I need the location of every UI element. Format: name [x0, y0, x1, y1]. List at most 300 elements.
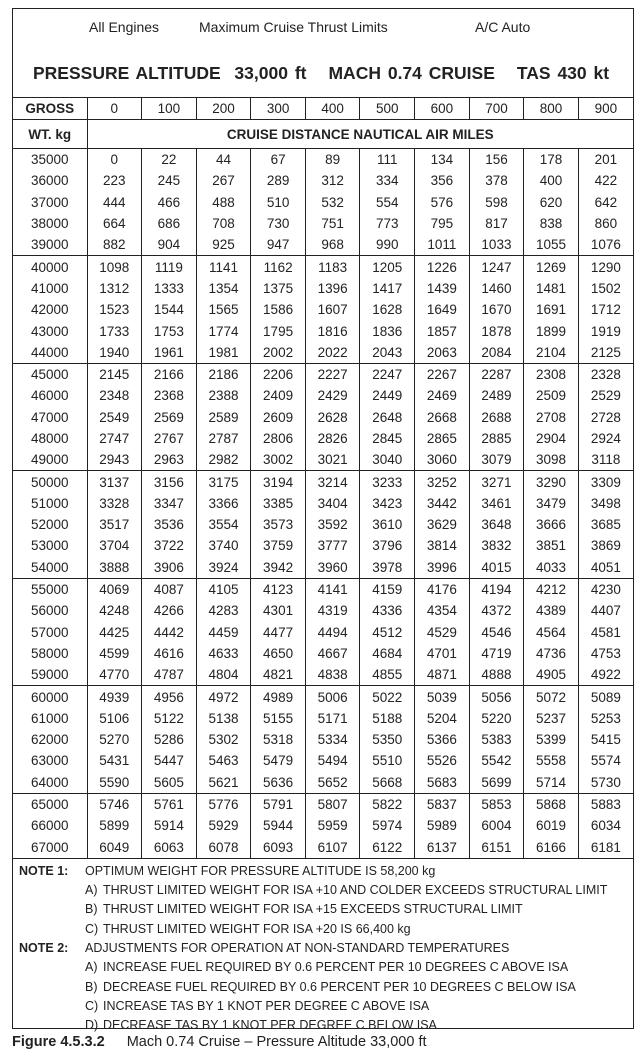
- distance-cell: 2787: [196, 428, 251, 449]
- mach: MACH 0.74 CRUISE: [328, 63, 495, 83]
- distance-cell: 4989: [251, 686, 306, 708]
- distance-cell: 4871: [415, 664, 470, 686]
- column-header: 400: [305, 98, 360, 120]
- distance-cell: 3271: [469, 471, 524, 493]
- distance-cell: 5039: [415, 686, 470, 708]
- distance-cell: 4176: [415, 578, 470, 600]
- gross-weight-cell: 36000: [30, 173, 69, 189]
- figure-number: Figure 4.5.3.2: [12, 1034, 105, 1050]
- distance-cell: 4922: [578, 664, 633, 686]
- distance-cell: 0: [87, 149, 142, 171]
- distance-cell: 1712: [578, 299, 633, 320]
- distance-cell: 6078: [196, 837, 251, 859]
- distance-cell: 2287: [469, 363, 524, 385]
- distance-cell: 5494: [305, 750, 360, 771]
- distance-cell: 4230: [578, 578, 633, 600]
- distance-cell: 5415: [578, 729, 633, 750]
- table-row: [13, 428, 633, 449]
- note-item-text: THRUST LIMITED WEIGHT FOR ISA +10 AND COLDER EXCEEDS STRUCTURAL LIMIT: [103, 883, 608, 898]
- distance-cell: 3328: [87, 493, 142, 514]
- distance-cell: 1816: [305, 320, 360, 341]
- distance-cell: 3685: [578, 514, 633, 535]
- note-item: [13, 978, 633, 997]
- distance-cell: 795: [415, 213, 470, 234]
- note-item-text: DECREASE FUEL REQUIRED BY 0.6 PERCENT PER 10 DEGREES C BELOW ISA: [103, 979, 576, 994]
- distance-cell: 4141: [305, 578, 360, 600]
- distance-cell: 1033: [469, 234, 524, 256]
- note-item-text: INCREASE TAS BY 1 KNOT PER DEGREE C ABOVE ISA: [103, 998, 430, 1013]
- distance-cell: 5171: [305, 708, 360, 729]
- distance-cell: 4266: [142, 600, 197, 621]
- note-2: [13, 939, 633, 958]
- distance-cell: 1141: [196, 256, 251, 278]
- distance-cell: 3040: [360, 449, 415, 471]
- distance-cell: 1076: [578, 234, 633, 256]
- distance-cell: 5138: [196, 708, 251, 729]
- distance-cell: 5944: [251, 815, 306, 836]
- distance-cell: 1162: [251, 256, 306, 278]
- table-row: [13, 622, 633, 643]
- gross-weight-cell: 62000: [30, 732, 69, 748]
- distance-cell: 1899: [524, 320, 579, 341]
- note-item-key: C): [85, 998, 99, 1013]
- distance-cell: 3290: [524, 471, 579, 493]
- table-row: [13, 686, 633, 708]
- table-row: [13, 385, 633, 406]
- distance-cell: 4736: [524, 643, 579, 664]
- distance-cell: 3978: [360, 557, 415, 579]
- distance-cell: 2022: [305, 342, 360, 364]
- distance-cell: 1183: [305, 256, 360, 278]
- distance-cell: 6034: [578, 815, 633, 836]
- distance-cell: 1396: [305, 278, 360, 299]
- distance-cell: 2267: [415, 363, 470, 385]
- cruise-distance-table: [13, 98, 633, 859]
- distance-cell: 817: [469, 213, 524, 234]
- distance-cell: 3194: [251, 471, 306, 493]
- distance-cell: 5929: [196, 815, 251, 836]
- distance-cell: 5699: [469, 772, 524, 794]
- distance-cell: 5106: [87, 708, 142, 729]
- note-item: [13, 920, 633, 939]
- distance-cell: 730: [251, 213, 306, 234]
- distance-cell: 3060: [415, 449, 470, 471]
- gross-weight-cell: 43000: [30, 323, 69, 339]
- distance-cell: 620: [524, 192, 579, 213]
- distance-cell: 3309: [578, 471, 633, 493]
- gross-label: GROSS: [13, 98, 87, 120]
- distance-cell: 6122: [360, 837, 415, 859]
- distance-cell: 3214: [305, 471, 360, 493]
- distance-cell: 4425: [87, 622, 142, 643]
- distance-cell: 3175: [196, 471, 251, 493]
- distance-cell: 289: [251, 170, 306, 191]
- distance-cell: 1940: [87, 342, 142, 364]
- distance-cell: 5056: [469, 686, 524, 708]
- distance-cell: 2145: [87, 363, 142, 385]
- distance-cell: 1119: [142, 256, 197, 278]
- distance-cell: 5479: [251, 750, 306, 771]
- note-item-text: DECREASE TAS BY 1 KNOT PER DEGREE C BELOW ISA: [103, 1018, 437, 1033]
- distance-cell: 67: [251, 149, 306, 171]
- distance-cell: 1523: [87, 299, 142, 320]
- column-header: 500: [360, 98, 415, 120]
- distance-cell: 2104: [524, 342, 579, 364]
- distance-cell: 378: [469, 170, 524, 191]
- table-row: [13, 514, 633, 535]
- distance-cell: 488: [196, 192, 251, 213]
- distance-cell: 4212: [524, 578, 579, 600]
- distance-cell: 3906: [142, 557, 197, 579]
- distance-cell: 3385: [251, 493, 306, 514]
- distance-cell: 4821: [251, 664, 306, 686]
- distance-cell: 2924: [578, 428, 633, 449]
- distance-cell: 5761: [142, 793, 197, 815]
- distance-cell: 4389: [524, 600, 579, 621]
- distance-cell: 5072: [524, 686, 579, 708]
- table-row: [13, 192, 633, 213]
- table-row: [13, 664, 633, 686]
- distance-cell: 1586: [251, 299, 306, 320]
- distance-cell: 5510: [360, 750, 415, 771]
- distance-cell: 838: [524, 213, 579, 234]
- distance-cell: 1691: [524, 299, 579, 320]
- distance-cell: 2845: [360, 428, 415, 449]
- distance-cell: 2247: [360, 363, 415, 385]
- table-row: [13, 708, 633, 729]
- note-item-key: B): [85, 979, 98, 994]
- table-row: [13, 837, 633, 859]
- distance-cell: 3517: [87, 514, 142, 535]
- distance-cell: 6049: [87, 837, 142, 859]
- gross-weight-cell: 40000: [30, 259, 69, 275]
- distance-cell: 3740: [196, 535, 251, 556]
- table-row: [13, 729, 633, 750]
- distance-cell: 1269: [524, 256, 579, 278]
- distance-cell: 1795: [251, 320, 306, 341]
- distance-cell: 968: [305, 234, 360, 256]
- distance-cell: 2648: [360, 407, 415, 428]
- gross-weight-cell: 46000: [30, 388, 69, 404]
- distance-cell: 4442: [142, 622, 197, 643]
- pressure-altitude: PRESSURE ALTITUDE 33,000 ft: [33, 63, 307, 83]
- distance-cell: 400: [524, 170, 579, 191]
- distance-cell: 5270: [87, 729, 142, 750]
- table-row: [13, 278, 633, 299]
- distance-cell: 3888: [87, 557, 142, 579]
- distance-cell: 6019: [524, 815, 579, 836]
- distance-cell: 2688: [469, 407, 524, 428]
- distance-cell: 111: [360, 149, 415, 171]
- note-item: [13, 958, 633, 977]
- distance-cell: 1011: [415, 234, 470, 256]
- gross-weight-cell: 57000: [30, 624, 69, 640]
- distance-cell: 1312: [87, 278, 142, 299]
- distance-cell: 1649: [415, 299, 470, 320]
- note-1-text: OPTIMUM WEIGHT FOR PRESSURE ALTITUDE IS 58,200 kg: [85, 863, 436, 878]
- distance-cell: 1628: [360, 299, 415, 320]
- distance-cell: 4319: [305, 600, 360, 621]
- gross-weight-cell: 67000: [13, 837, 87, 859]
- table-row: [13, 320, 633, 341]
- distance-cell: 3098: [524, 449, 579, 471]
- distance-cell: 664: [87, 213, 142, 234]
- distance-cell: 3832: [469, 535, 524, 556]
- distance-cell: 5089: [578, 686, 633, 708]
- distance-cell: 3423: [360, 493, 415, 514]
- distance-cell: 5974: [360, 815, 415, 836]
- distance-cell: 6151: [469, 837, 524, 859]
- distance-cell: 3996: [415, 557, 470, 579]
- distance-cell: 2063: [415, 342, 470, 364]
- distance-cell: 1981: [196, 342, 251, 364]
- distance-cell: 3461: [469, 493, 524, 514]
- gross-weight-cell: 45000: [30, 367, 69, 383]
- table-row: [13, 342, 633, 364]
- distance-cell: 466: [142, 192, 197, 213]
- distance-cell: 3704: [87, 535, 142, 556]
- table-row: [13, 557, 633, 579]
- column-header: 200: [196, 98, 251, 120]
- table-row: [13, 234, 633, 256]
- distance-cell: 5383: [469, 729, 524, 750]
- distance-cell: 1417: [360, 278, 415, 299]
- distance-cell: 5636: [251, 772, 306, 794]
- distance-cell: 3869: [578, 535, 633, 556]
- distance-cell: 5621: [196, 772, 251, 794]
- distance-cell: 3592: [305, 514, 360, 535]
- distance-cell: 4407: [578, 600, 633, 621]
- distance-cell: 2469: [415, 385, 470, 406]
- distance-cell: 3960: [305, 557, 360, 579]
- distance-cell: 5006: [305, 686, 360, 708]
- gross-weight-cell: 48000: [30, 431, 69, 446]
- distance-cell: 554: [360, 192, 415, 213]
- distance-cell: 5652: [305, 772, 360, 794]
- gross-weight-cell: 50000: [30, 474, 69, 490]
- distance-cell: 4512: [360, 622, 415, 643]
- distance-cell: 904: [142, 234, 197, 256]
- distance-cell: 5746: [87, 793, 142, 815]
- distance-cell: 4564: [524, 622, 579, 643]
- distance-cell: 4336: [360, 600, 415, 621]
- note-item: [13, 997, 633, 1016]
- table-row: [13, 793, 633, 815]
- distance-cell: 3666: [524, 514, 579, 535]
- distance-cell: 444: [87, 192, 142, 213]
- note-item: [13, 1016, 633, 1035]
- distance-cell: 2708: [524, 407, 579, 428]
- distance-cell: 1878: [469, 320, 524, 341]
- distance-cell: 4939: [87, 686, 142, 708]
- table-row: [13, 643, 633, 664]
- distance-cell: 5318: [251, 729, 306, 750]
- gross-weight-cell: 49000: [13, 449, 87, 471]
- distance-cell: 5526: [415, 750, 470, 771]
- distance-cell: 773: [360, 213, 415, 234]
- distance-cell: 1226: [415, 256, 470, 278]
- distance-cell: 3648: [469, 514, 524, 535]
- distance-cell: 5714: [524, 772, 579, 794]
- distance-cell: 5683: [415, 772, 470, 794]
- distance-cell: 4753: [578, 643, 633, 664]
- distance-cell: 2308: [524, 363, 579, 385]
- distance-cell: 5590: [87, 772, 142, 794]
- table-row: [13, 213, 633, 234]
- distance-cell: 6004: [469, 815, 524, 836]
- gross-weight-cell: 65000: [30, 797, 69, 813]
- table-row: [13, 535, 633, 556]
- gross-weight-cell: 44000: [13, 342, 87, 364]
- table-row: [13, 493, 633, 514]
- distance-cell: 882: [87, 234, 142, 256]
- distance-cell: 1753: [142, 320, 197, 341]
- note-item-key: A): [85, 883, 98, 898]
- distance-cell: 5989: [415, 815, 470, 836]
- distance-cell: 947: [251, 234, 306, 256]
- distance-cell: 1460: [469, 278, 524, 299]
- distance-cell: 751: [305, 213, 360, 234]
- distance-cell: 2529: [578, 385, 633, 406]
- distance-cell: 4770: [87, 664, 142, 686]
- distance-cell: 5334: [305, 729, 360, 750]
- distance-cell: 3366: [196, 493, 251, 514]
- distance-cell: 2806: [251, 428, 306, 449]
- cruise-table-frame: [12, 8, 634, 1033]
- subheader-row: [13, 120, 633, 149]
- distance-cell: 5605: [142, 772, 197, 794]
- distance-cell: 4248: [87, 600, 142, 621]
- distance-cell: 89: [305, 149, 360, 171]
- distance-cell: 2368: [142, 385, 197, 406]
- tas: TAS 430 kt: [516, 63, 610, 83]
- distance-cell: 3347: [142, 493, 197, 514]
- distance-cell: 598: [469, 192, 524, 213]
- gross-weight-cell: 39000: [13, 234, 87, 256]
- distance-cell: 1502: [578, 278, 633, 299]
- distance-cell: 3851: [524, 535, 579, 556]
- note-2-text: ADJUSTMENTS FOR OPERATION AT NON-STANDARD TEMPERATURES: [85, 940, 510, 955]
- distance-cell: 4194: [469, 578, 524, 600]
- distance-cell: 3629: [415, 514, 470, 535]
- distance-cell: 4838: [305, 664, 360, 686]
- distance-cell: 4477: [251, 622, 306, 643]
- note-1-label: NOTE 1:: [19, 863, 69, 878]
- gross-weight-cell: 55000: [30, 582, 69, 598]
- distance-cell: 4616: [142, 643, 197, 664]
- gross-weight-cell: 51000: [30, 495, 69, 511]
- distance-cell: 3610: [360, 514, 415, 535]
- distance-cell: 2885: [469, 428, 524, 449]
- distance-cell: 2206: [251, 363, 306, 385]
- distance-cell: 1544: [142, 299, 197, 320]
- distance-cell: 6107: [305, 837, 360, 859]
- table-row: [13, 815, 633, 836]
- distance-cell: 4123: [251, 578, 306, 600]
- distance-cell: 5253: [578, 708, 633, 729]
- distance-cell: 5837: [415, 793, 470, 815]
- distance-cell: 5366: [415, 729, 470, 750]
- distance-cell: 4069: [87, 578, 142, 600]
- note-2-label: NOTE 2:: [19, 940, 69, 955]
- distance-cell: 3118: [578, 449, 633, 471]
- distance-cell: 5776: [196, 793, 251, 815]
- gross-weight-cell: 61000: [30, 710, 69, 726]
- table-title-block: [13, 9, 633, 98]
- gross-weight-cell: 64000: [13, 772, 87, 794]
- distance-cell: 1205: [360, 256, 415, 278]
- distance-cell: 2388: [196, 385, 251, 406]
- distance-cell: 2904: [524, 428, 579, 449]
- distance-cell: 2328: [578, 363, 633, 385]
- distance-cell: 3404: [305, 493, 360, 514]
- distance-cell: 3722: [142, 535, 197, 556]
- distance-cell: 532: [305, 192, 360, 213]
- gross-weight-cell: 53000: [30, 538, 69, 554]
- column-header: 900: [578, 98, 633, 120]
- distance-cell: 5237: [524, 708, 579, 729]
- distance-cell: 5188: [360, 708, 415, 729]
- distance-cell: 3479: [524, 493, 579, 514]
- distance-cell: 5914: [142, 815, 197, 836]
- gross-weight-cell: 41000: [30, 280, 69, 296]
- gross-weight-cell: 66000: [30, 818, 69, 834]
- distance-cell: 3252: [415, 471, 470, 493]
- note-1: [13, 862, 633, 881]
- distance-cell: 5853: [469, 793, 524, 815]
- distance-cell: 5022: [360, 686, 415, 708]
- distance-cell: 5883: [578, 793, 633, 815]
- distance-cell: 5542: [469, 750, 524, 771]
- distance-cell: 4459: [196, 622, 251, 643]
- distance-cell: 4633: [196, 643, 251, 664]
- distance-cell: 1098: [87, 256, 142, 278]
- gross-weight-cell: 35000: [30, 152, 69, 168]
- distance-cell: 3156: [142, 471, 197, 493]
- table-body: [13, 149, 633, 859]
- distance-cell: 2166: [142, 363, 197, 385]
- distance-cell: 686: [142, 213, 197, 234]
- distance-cell: 2549: [87, 407, 142, 428]
- table-row: [13, 363, 633, 385]
- distance-cell: 22: [142, 149, 197, 171]
- distance-cell: 1733: [87, 320, 142, 341]
- distance-cell: 44: [196, 149, 251, 171]
- distance-cell: 3079: [469, 449, 524, 471]
- distance-cell: 5447: [142, 750, 197, 771]
- distance-cell: 223: [87, 170, 142, 191]
- distance-cell: 4667: [305, 643, 360, 664]
- distance-cell: 422: [578, 170, 633, 191]
- distance-cell: 5286: [142, 729, 197, 750]
- distance-cell: 2043: [360, 342, 415, 364]
- distance-cell: 1055: [524, 234, 579, 256]
- table-row: [13, 170, 633, 191]
- distance-cell: 510: [251, 192, 306, 213]
- distance-cell: 4581: [578, 622, 633, 643]
- distance-cell: 1354: [196, 278, 251, 299]
- distance-cell: 4283: [196, 600, 251, 621]
- distance-cell: 5431: [87, 750, 142, 771]
- distance-cell: 4599: [87, 643, 142, 664]
- thrust-label: Maximum Cruise Thrust Limits: [199, 19, 388, 35]
- distance-cell: 2509: [524, 385, 579, 406]
- note-item: [13, 900, 633, 919]
- notes: [13, 859, 633, 1036]
- distance-cell: 2489: [469, 385, 524, 406]
- distance-cell: 1836: [360, 320, 415, 341]
- distance-cell: 334: [360, 170, 415, 191]
